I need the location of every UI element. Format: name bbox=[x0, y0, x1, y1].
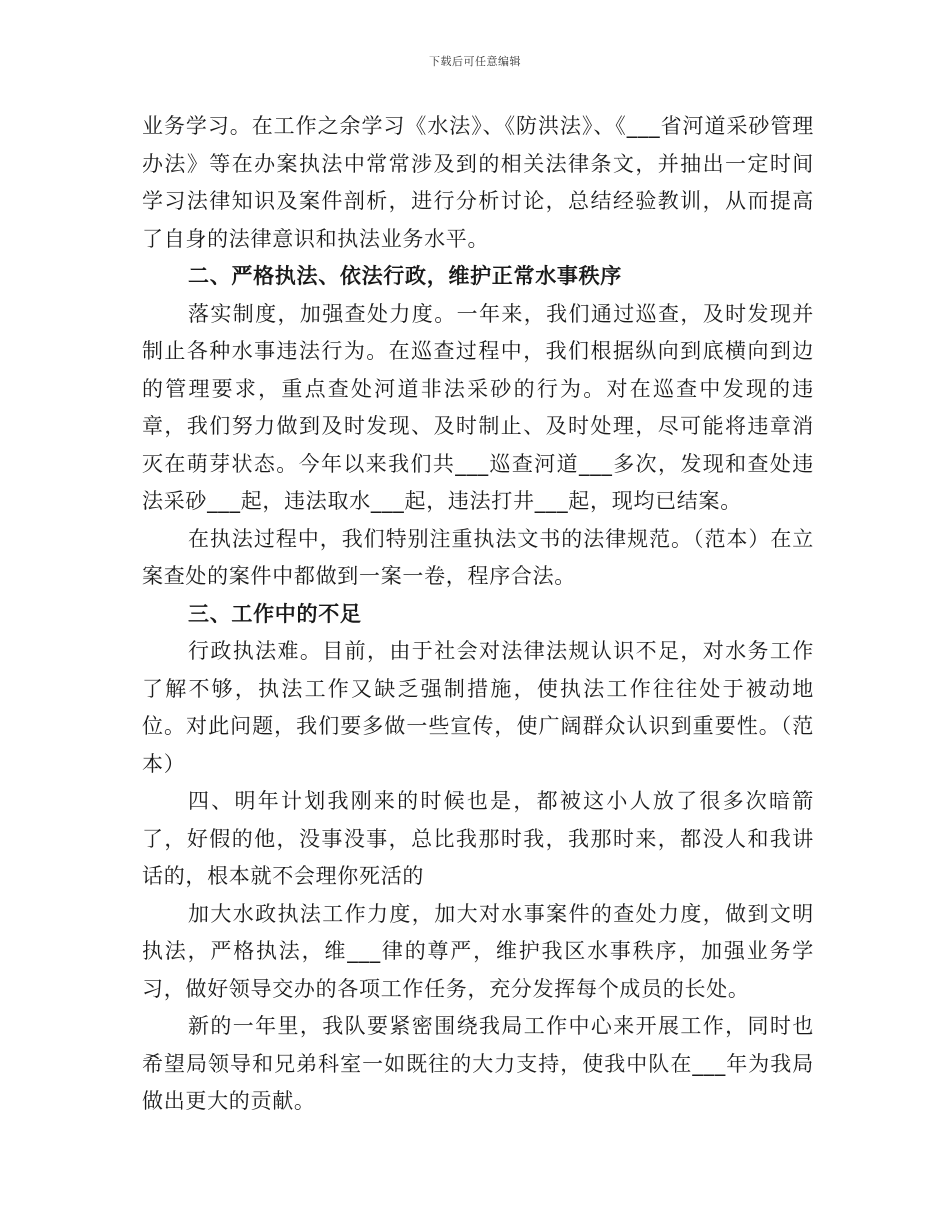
section-heading-enforcement: 二、严格执法、依法行政，维护正常水事秩序 bbox=[188, 264, 622, 288]
paragraph-strengthen: 加大水政执法工作力度，加大对水事案件的查处力度，做到文明执法，严格执法，维___律的尊严，维护我区水事秩序，加强业务学习，做好领导交办的各项工作任务，充分发挥每个成员的长处。 bbox=[142, 901, 814, 1001]
paragraph-study: 业务学习。在工作之余学习《水法》、《防洪法》、《___省河道采砂管理办法》等在办案执法中常常涉及到的相关法律条文，并抽出一定时间学习法律知识及案件剖析，进行分析讨论，总结经验教训，从而提高了自身的法律意识和执法业务水平。 bbox=[142, 114, 814, 251]
header-note: 下载后可任意编辑 bbox=[429, 55, 521, 68]
paragraph-documents: 在执法过程中，我们特别注重执法文书的法律规范。（范本）在立案查处的案件中都做到一案一卷，程序合法。 bbox=[142, 526, 814, 588]
document-body bbox=[142, 108, 814, 1121]
paragraph-plan: 四、明年计划我刚来的时候也是，都被这小人放了很多次暗箭了，好假的他，没事没事，总比我那时我，我那时来，都没人和我讲话的，根本就不会理你死活的 bbox=[142, 789, 814, 888]
paragraph-new-year: 新的一年里，我队要紧密围绕我局工作中心来开展工作，同时也希望局领导和兄弟科室一如既往的大力支持，使我中队在___年为我局做出更大的贡献。 bbox=[142, 1014, 814, 1113]
paragraph-inspection: 落实制度，加强查处力度。一年来，我们通过巡查，及时发现并制止各种水事违法行为。在巡查过程中，我们根据纵向到底横向到边的管理要求，重点查处河道非法采砂的行为。对在巡查中发现的违章，我们努力做到及时发现、及时制止、及时处理，尽可能将违章消灭在萌芽状态。今年以来我们共___巡查河道___多次，发现和查处违法采砂___起，违法取水___起，违法打井___起，现均已结案。 bbox=[142, 301, 814, 513]
paragraph-difficulty: 行政执法难。目前，由于社会对法律法规认识不足，对水务工作了解不够，执法工作又缺乏强制措施，使执法工作往往处于被动地位。对此问题，我们要多做一些宣传，使广阔群众认识到重要性。（范本） bbox=[142, 639, 814, 776]
section-heading-shortcomings: 三、工作中的不足 bbox=[188, 601, 362, 626]
